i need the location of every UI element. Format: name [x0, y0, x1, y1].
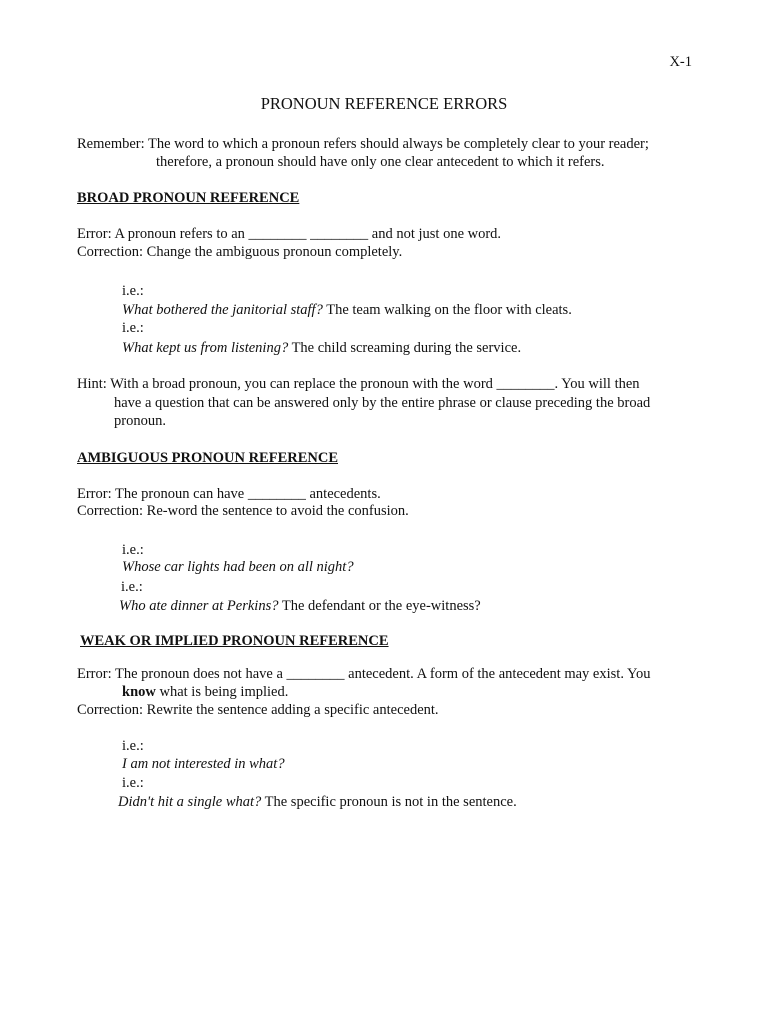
broad-hint-line-2: have a question that can be answered only by the entire phrase or clause preceding the broad: [114, 395, 651, 411]
broad-example-2-answer: The child screaming during the service.: [288, 340, 522, 356]
ambiguous-example-1-question: Whose car lights had been on all night?: [122, 559, 354, 575]
weak-error-line-2-rest: what is being implied.: [155, 684, 289, 700]
ambiguous-heading: AMBIGUOUS PRONOUN REFERENCE: [77, 450, 339, 466]
weak-correction: Correction: Rewrite the sentence adding a specific antecedent.: [77, 702, 439, 718]
weak-example-1-question: I am not interested in what?: [122, 756, 285, 772]
weak-error-line-2: [122, 683, 288, 701]
broad-heading: BROAD PRONOUN REFERENCE: [77, 190, 300, 206]
weak-example-1: [122, 755, 285, 773]
weak-example-2-question: Didn't hit a single what?: [118, 794, 262, 810]
remember-line-2: therefore, a pronoun should have only one clear antecedent to which it refers.: [156, 154, 605, 170]
weak-ie-1: i.e.:: [122, 738, 144, 754]
ambiguous-ie-1: i.e.:: [122, 542, 144, 558]
broad-hint-line-3: pronoun.: [114, 413, 166, 429]
broad-ie-2: i.e.:: [122, 320, 144, 336]
broad-error: Error: A pronoun refers to an ________ ________ and not just one word.: [77, 226, 502, 242]
weak-ie-2: i.e.:: [122, 775, 144, 791]
remember-line-1: Remember: The word to which a pronoun refers should always be completely clear to your reader;: [77, 136, 649, 152]
ambiguous-example-2: [119, 597, 481, 615]
broad-example-1: [122, 301, 572, 319]
page-number: X-1: [669, 54, 692, 70]
weak-error-emphasis: know: [122, 684, 156, 700]
ambiguous-ie-2: i.e.:: [121, 579, 143, 595]
broad-example-1-answer: The team walking on the floor with cleats.: [322, 302, 572, 318]
broad-example-1-question: What bothered the janitorial staff?: [122, 302, 323, 318]
broad-example-2-question: What kept us from listening?: [122, 340, 289, 356]
ambiguous-example-1: [122, 558, 354, 576]
broad-correction: Correction: Change the ambiguous pronoun completely.: [77, 244, 403, 260]
weak-heading: WEAK OR IMPLIED PRONOUN REFERENCE: [80, 633, 389, 649]
ambiguous-error: Error: The pronoun can have ________ antecedents.: [77, 486, 381, 502]
weak-example-2-answer: The specific pronoun is not in the sentence.: [261, 794, 517, 810]
weak-error-line-1: Error: The pronoun does not have a ________ antecedent. A form of the antecedent may exist. You: [77, 666, 651, 682]
page-title: PRONOUN REFERENCE ERRORS: [260, 94, 508, 113]
broad-example-2: [122, 339, 521, 357]
broad-hint-line-1: Hint: With a broad pronoun, you can replace the pronoun with the word ________. You will then: [77, 376, 640, 392]
ambiguous-example-2-question: Who ate dinner at Perkins?: [119, 598, 279, 614]
ambiguous-correction: Correction: Re-word the sentence to avoid the confusion.: [77, 503, 409, 519]
weak-example-2: [118, 793, 517, 811]
broad-ie-1: i.e.:: [122, 283, 144, 299]
ambiguous-example-2-answer: The defendant or the eye-witness?: [278, 598, 481, 614]
